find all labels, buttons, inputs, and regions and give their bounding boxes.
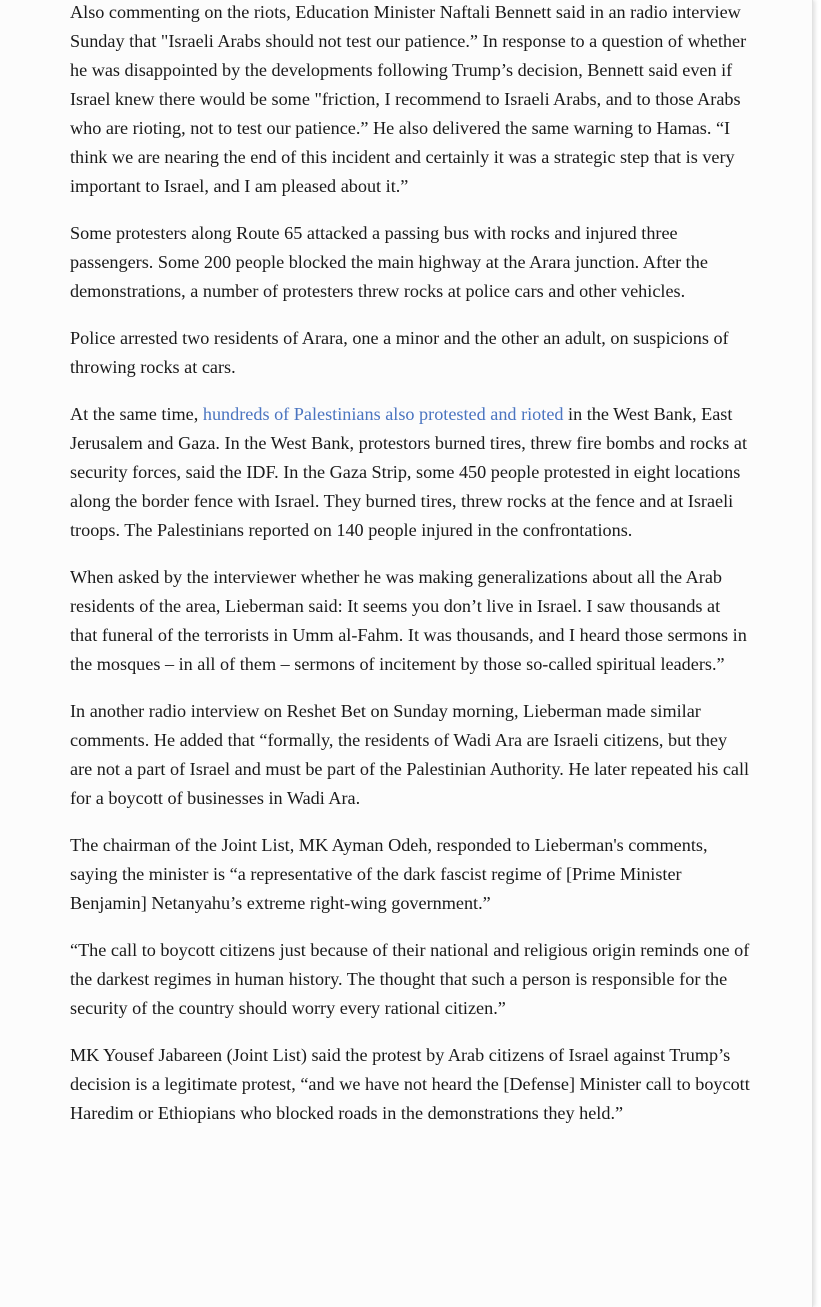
paragraph-bennett-comments: Also commenting on the riots, Education Minister Naftali Bennett said in an radio interview Sunday that "Israeli Arabs should not test our patience.” In response to a question of whether he was disappointed by the developments following Trump’s decision, Bennett said even if Israel knew there would be some "friction, I recommend to Israeli Arabs, and to those Arabs who are rioting, not to test our patience.” He also delivered the same warning to Hamas. “I think we are nearing the end of this incident and certainly it was a strategic step that is very important to Israel, and I am pleased about it.” — [70, 2, 747, 196]
paragraph-text-before-link: At the same time, — [70, 404, 203, 424]
paragraph-arara-arrests: Police arrested two residents of Arara, one a minor and the other an adult, on suspicions of throwing rocks at cars. — [70, 328, 729, 377]
paragraph-jabareen-statement: MK Yousef Jabareen (Joint List) said the protest by Arab citizens of Israel against Trump’s decision is a legitimate protest, “and we have not heard the [Defense] Minister call to boycott Haredim or Ethiopians who blocked roads in the demonstrations they held.” — [70, 1045, 750, 1123]
palestinian-protests-link[interactable]: hundreds of Palestinians also protested and rioted — [202, 404, 564, 424]
paragraph-odeh-response: The chairman of the Joint List, MK Ayman Odeh, responded to Lieberman's comments, saying the minister is “a representative of the dark fascist regime of [Prime Minister Benjamin] Netanyahu’s extreme right-wing government.” — [70, 835, 708, 913]
paragraph-palestinian-protests — [70, 400, 750, 545]
article-body — [70, 0, 750, 1146]
paragraph-reshet-bet-interview: In another radio interview on Reshet Bet on Sunday morning, Lieberman made similar comments. He added that “formally, the residents of Wadi Ara are Israeli citizens, but they are not a part of Israel and must be part of the Palestinian Authority. He later repeated his call for a boycott of businesses in Wadi Ara. — [70, 701, 750, 808]
paragraph-route-65-protest: Some protesters along Route 65 attacked a passing bus with rocks and injured three passengers. Some 200 people blocked the main highway at the Arara junction. After the demonstrations, a number of protesters threw rocks at police cars and other vehicles. — [70, 223, 708, 301]
paragraph-lieberman-interview: When asked by the interviewer whether he was making generalizations about all the Arab residents of the area, Lieberman said: It seems you don’t live in Israel. I saw thousands at that funeral of the terrorists in Umm al-Fahm. It was thousands, and I heard those sermons in the mosques – in all of them – sermons of incitement by those so-called spiritual leaders.” — [70, 567, 747, 674]
paragraph-boycott-quote: “The call to boycott citizens just because of their national and religious origin reminds one of the darkest regimes in human history. The thought that such a person is responsible for the security of the country should worry every rational citizen.” — [70, 940, 750, 1018]
paragraph-text-after-link: in the West Bank, East Jerusalem and Gaza. In the West Bank, protestors burned tires, threw fire bombs and rocks at security forces, said the IDF. In the Gaza Strip, some 450 people protested in eight locations along the border fence with Israel. They burned tires, threw rocks at the fence and at Israeli troops. The Palestinians reported on 140 people injured in the confrontations. — [70, 404, 748, 540]
